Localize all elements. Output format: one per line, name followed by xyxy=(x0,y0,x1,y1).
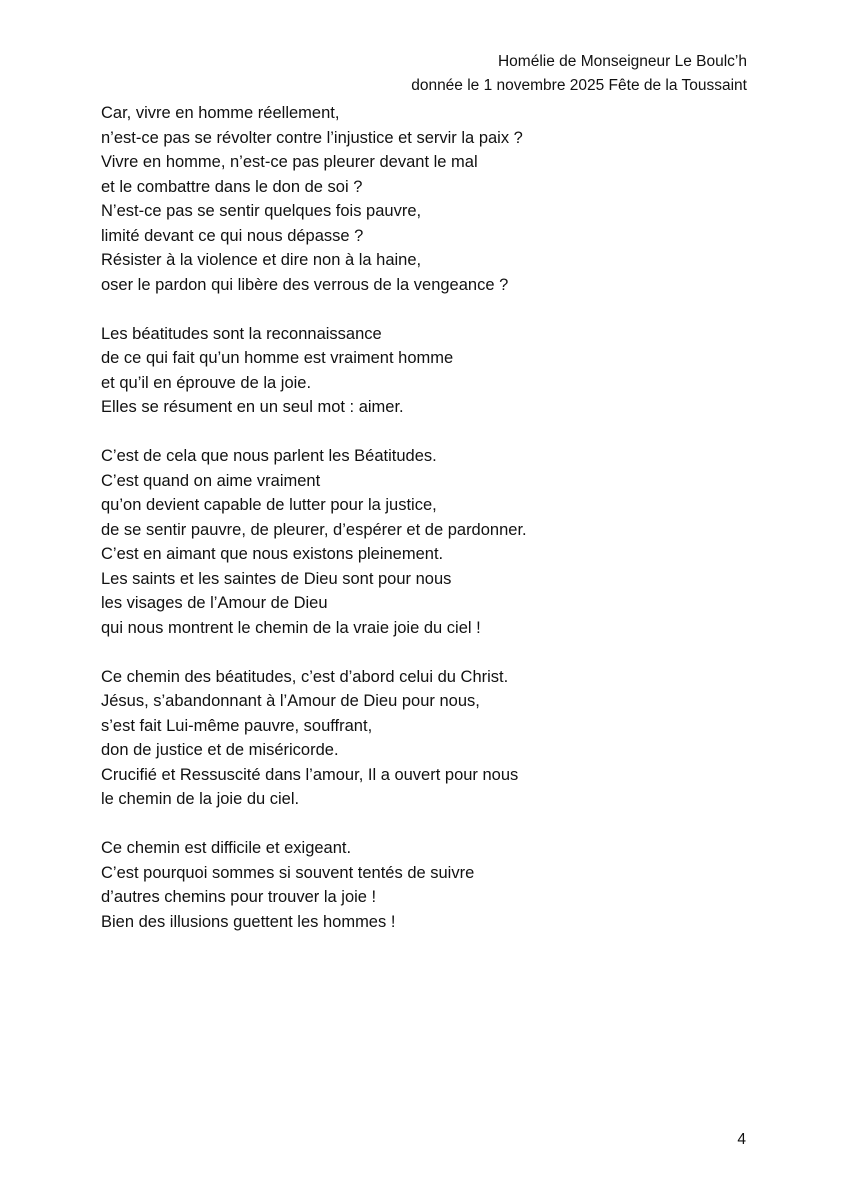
text-line: C’est en aimant que nous existons pleinement. xyxy=(101,545,444,563)
text-line: Les saints et les saintes de Dieu sont pour nous xyxy=(101,569,452,588)
stanza xyxy=(101,665,761,812)
homily-text xyxy=(101,101,761,959)
text-line: et qu’il en éprouve de la joie. xyxy=(101,373,312,392)
text-line: de se sentir pauvre, de pleurer, d’espérer et de pardonner. xyxy=(101,520,527,539)
text-line: Car, vivre en homme réellement, xyxy=(101,104,340,122)
text-line: don de justice et de miséricorde. xyxy=(101,741,339,759)
text-line: Les béatitudes sont la reconnaissance xyxy=(101,324,382,343)
text-line: Vivre en homme, n’est-ce pas pleurer devant le mal xyxy=(101,153,478,171)
text-line: Résister à la violence et dire non à la haine, xyxy=(101,251,422,269)
text-line: Jésus, s’abandonnant à l’Amour de Dieu pour nous, xyxy=(101,692,480,710)
text-line: qui nous montrent le chemin de la vraie joie du ciel ! xyxy=(101,618,481,637)
text-line: s’est fait Lui-même pauvre, souffrant, xyxy=(101,716,373,735)
stanza xyxy=(101,101,761,297)
page-number: 4 xyxy=(737,1131,746,1148)
text-line: le chemin de la joie du ciel. xyxy=(101,790,300,808)
page-header xyxy=(411,50,747,98)
text-line: Crucifié et Ressuscité dans l’amour, Il a ouvert pour nous xyxy=(101,765,519,784)
stanza xyxy=(101,444,761,640)
text-line: Bien des illusions guettent les hommes ! xyxy=(101,912,396,931)
text-line: limité devant ce qui nous dépasse ? xyxy=(101,226,364,245)
stanza xyxy=(101,322,761,420)
text-line: Ce chemin des béatitudes, c’est d’abord celui du Christ. xyxy=(101,667,509,686)
text-line: C’est de cela que nous parlent les Béatitudes. xyxy=(101,447,437,465)
text-line: d’autres chemins pour trouver la joie ! xyxy=(101,888,377,906)
text-line: oser le pardon qui libère des verrous de la vengeance ? xyxy=(101,275,509,294)
header-title: Homélie de Monseigneur Le Boulc’h xyxy=(497,53,747,70)
text-line: C’est quand on aime vraiment xyxy=(101,471,321,490)
text-line: qu’on devient capable de lutter pour la justice, xyxy=(101,496,437,514)
text-line: Elles se résument en un seul mot : aimer. xyxy=(101,398,404,416)
text-line: Ce chemin est difficile et exigeant. xyxy=(101,839,352,857)
text-line: et le combattre dans le don de soi ? xyxy=(101,177,363,196)
text-line: les visages de l’Amour de Dieu xyxy=(101,594,328,612)
header-subtitle: donnée le 1 novembre 2025 Fête de la Toussaint xyxy=(411,77,747,94)
text-line: C’est pourquoi sommes si souvent tentés de suivre xyxy=(101,863,475,882)
text-line: de ce qui fait qu’un homme est vraiment homme xyxy=(101,349,454,367)
stanza xyxy=(101,836,761,934)
text-line: n’est-ce pas se révolter contre l’injustice et servir la paix ? xyxy=(101,128,523,147)
text-line: N’est-ce pas se sentir quelques fois pauvre, xyxy=(101,202,422,220)
